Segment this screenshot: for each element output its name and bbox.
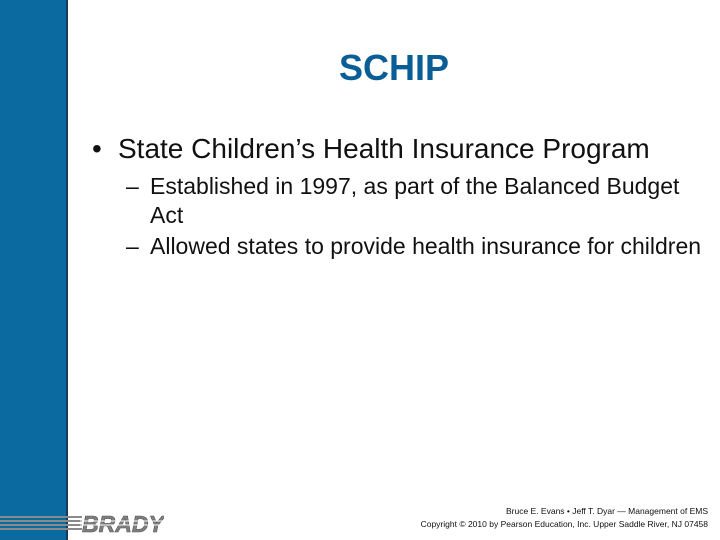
footer-copyright: Copyright © 2010 by Pearson Education, Inc. Upper Saddle River, NJ 07458: [420, 519, 708, 529]
sub-bullet-symbol: –: [126, 233, 139, 259]
slide-sidebar-band: [0, 0, 66, 540]
sub-bullet-text: Established in 1997, as part of the Balanced Budget Act: [150, 173, 680, 228]
footer-authors: Bruce E. Evans • Jeff T. Dyar — Management of EMS: [505, 506, 708, 516]
sub-bullet-item: [126, 232, 704, 261]
footer-stripes: [0, 516, 82, 532]
brady-logo: [80, 511, 164, 537]
slide-content: [92, 132, 704, 263]
sub-bullet-symbol: –: [126, 173, 139, 199]
sub-bullet-item: [126, 172, 704, 230]
bullet-item: [92, 132, 704, 166]
sub-bullet-text: Allowed states to provide health insurance for children: [150, 233, 702, 259]
footer-credits: [348, 505, 708, 531]
slide-title: SCHIP: [338, 47, 450, 88]
brady-logo-text: BRADY: [82, 511, 164, 537]
bullet-text: State Children’s Health Insurance Program: [118, 133, 650, 164]
bullet-symbol: •: [92, 133, 102, 164]
